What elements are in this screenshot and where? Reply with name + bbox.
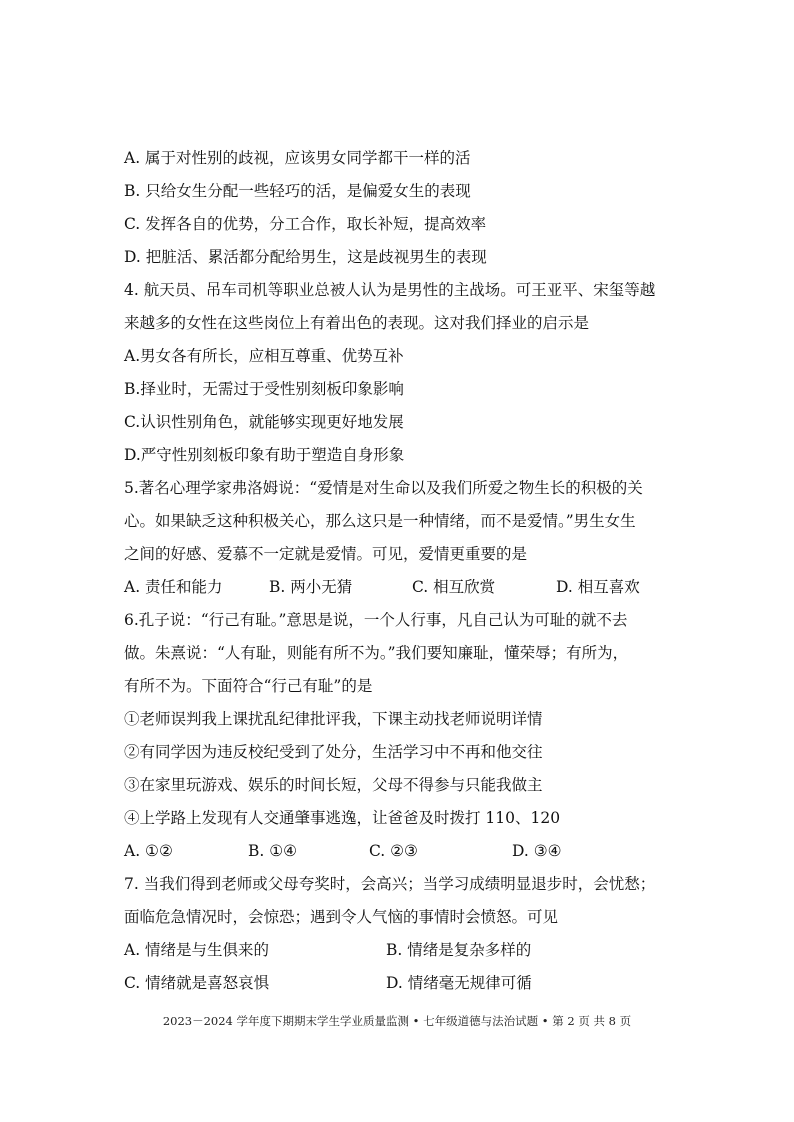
q4-option-a: A.男女各有所长，应相互尊重、优势互补 <box>124 347 404 365</box>
page-footer: 2023－2024 学年度下期期末学生学业质量监测 • 七年级道德与法治试题 • 第 2 页 共 8 页 <box>162 1014 632 1028</box>
q7-option-a: A. 情绪是与生俱来的 <box>124 941 270 959</box>
q7-options-row-2 <box>124 973 684 993</box>
q3-option-c: C. 发挥各自的优势，分工合作，取长补短，提高效率 <box>124 215 487 233</box>
q5-stem-line-3: 之间的好感、爱慕不一定就是爱情。可见，爱情更重要的是 <box>124 545 528 563</box>
q6-item-1: ①老师误判我上课扰乱纪律批评我，下课主动找老师说明详情 <box>124 710 543 728</box>
q4-option-c: C.认识性别角色，就能够实现更好地发展 <box>124 413 404 431</box>
q6-option-d: D. ③④ <box>512 842 562 860</box>
q6-option-a: A. ①② <box>124 842 173 860</box>
q6-stem-line-2: 做。朱熹说：“人有耻，则能有所不为。”我们要知廉耻，懂荣辱；有所为， <box>124 644 629 662</box>
q3-option-d: D. 把脏活、累活都分配给男生，这是歧视男生的表现 <box>124 248 487 266</box>
q6-item-3: ③在家里玩游戏、娱乐的时间长短，父母不得参与只能我做主 <box>124 776 543 794</box>
q6-item-4: ④上学路上发现有人交通肇事逃逸，让爸爸及时拨打 110、120 <box>124 809 561 827</box>
q6-stem-line-1: 6.孔子说：“行己有耻。”意思是说，一个人行事，凡自己认为可耻的就不去 <box>124 611 628 629</box>
q7-stem-line-2: 面临危急情况时，会惊恐；遇到令人气恼的事情时会愤怒。可见 <box>124 908 559 926</box>
q7-option-c: C. 情绪就是喜怒哀惧 <box>124 974 270 992</box>
q7-options-row-1 <box>124 940 684 960</box>
q5-options-row <box>124 577 684 597</box>
q6-options-row <box>124 841 684 861</box>
q6-option-b: B. ①④ <box>248 842 298 860</box>
q7-option-b: B. 情绪是复杂多样的 <box>386 941 532 959</box>
q4-option-d: D.严守性别刻板印象有助于塑造自身形象 <box>124 446 405 464</box>
q6-item-2: ②有同学因为违反校纪受到了处分，生活学习中不再和他交往 <box>124 743 543 761</box>
q7-option-d: D. 情绪毫无规律可循 <box>386 974 532 992</box>
q5-stem-line-1: 5.著名心理学家弗洛姆说：“爱情是对生命以及我们所爱之物生长的积极的关 <box>124 479 643 497</box>
q5-option-a: A. 责任和能力 <box>124 578 223 596</box>
q5-option-b: B. 两小无猜 <box>269 578 353 596</box>
q4-stem-line-1: 4. 航天员、吊车司机等职业总被人认为是男性的主战场。可王亚平、宋玺等越 <box>124 281 656 299</box>
q5-stem-line-2: 心。如果缺乏这种积极关心，那么这只是一种情绪，而不是爱情。”男生女生 <box>124 512 636 530</box>
q4-stem-line-2: 来越多的女性在这些岗位上有着出色的表现。这对我们择业的启示是 <box>124 314 590 332</box>
q6-stem-line-3: 有所不为。下面符合“行己有耻”的是 <box>124 677 373 695</box>
q3-option-b: B. 只给女生分配一些轻巧的活，是偏爱女生的表现 <box>124 182 471 200</box>
q5-option-d: D. 相互喜欢 <box>556 578 640 596</box>
q4-option-b: B.择业时，无需过于受性别刻板印象影响 <box>124 380 404 398</box>
q5-option-c: C. 相互欣赏 <box>412 578 496 596</box>
q7-stem-line-1: 7. 当我们得到老师或父母夸奖时，会高兴；当学习成绩明显退步时，会忧愁； <box>124 875 656 893</box>
q3-option-a: A. 属于对性别的歧视，应该男女同学都干一样的活 <box>124 149 471 167</box>
q6-option-c: C. ②③ <box>369 842 418 860</box>
